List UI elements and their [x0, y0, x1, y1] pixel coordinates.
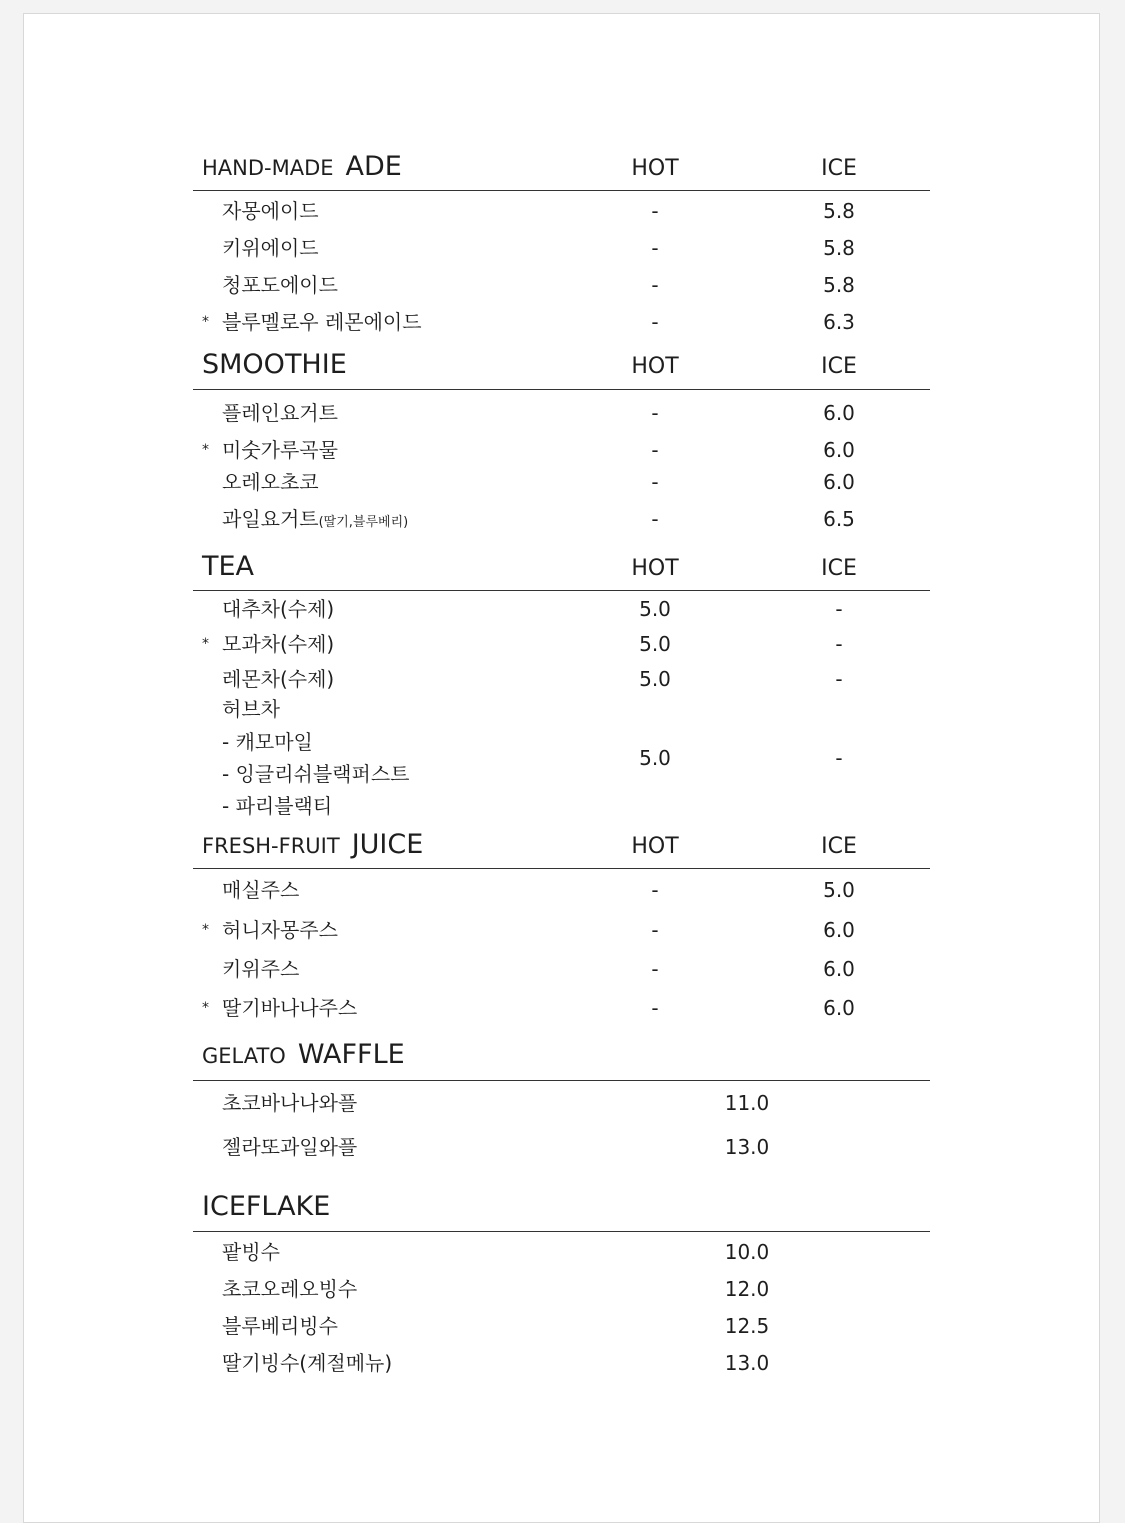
menu-item [0, 270, 1125, 300]
hot-price: - [651, 199, 659, 223]
menu-item [0, 664, 1125, 694]
item-name: 허브차 [222, 697, 280, 721]
ice-price: 5.8 [823, 199, 855, 223]
hot-price: - [651, 401, 659, 425]
section-title: GELATO WAFFLE [202, 1039, 405, 1070]
hot-price: - [651, 957, 659, 981]
section-divider [193, 1080, 930, 1081]
item-price: 11.0 [724, 1091, 770, 1115]
section-divider [193, 389, 930, 390]
menu-item [0, 594, 1125, 624]
item-name: 딸기빙수(계절메뉴) [222, 1351, 393, 1375]
menu-item [0, 435, 1125, 465]
item-name: 레몬차(수제) [222, 667, 335, 691]
section-title: HAND-MADE ADE [202, 151, 402, 182]
item-name: 블루베리빙수 [222, 1314, 338, 1338]
menu-item [0, 1274, 1125, 1304]
hot-price: - [651, 918, 659, 942]
menu-item [0, 629, 1125, 659]
ice-column-header: ICE [821, 834, 857, 859]
section-title: TEA [202, 551, 255, 582]
item-price: 12.5 [724, 1314, 770, 1338]
section-divider [193, 1231, 930, 1232]
item-price: 13.0 [724, 1135, 770, 1159]
menu-item [0, 1132, 1125, 1162]
menu-item [0, 1088, 1125, 1118]
item-name: 팥빙수 [222, 1240, 280, 1264]
herb-tea-option: - 잉글리쉬블랙퍼스트 [222, 762, 410, 786]
section-title: ICEFLAKE [202, 1191, 331, 1222]
section-divider [193, 868, 930, 869]
item-price: 10.0 [724, 1240, 770, 1264]
item-name: 키위에이드 [222, 236, 319, 260]
item-price: 12.0 [724, 1277, 770, 1301]
hot-price: 5.0 [639, 746, 671, 770]
ice-column-header: ICE [821, 156, 857, 181]
item-name: 젤라또과일와플 [222, 1135, 358, 1159]
menu-item [0, 915, 1125, 945]
ice-price: 6.3 [823, 310, 855, 334]
menu-item [0, 1237, 1125, 1267]
recommended-star: * [202, 442, 209, 458]
item-name: 딸기바나나주스 [222, 996, 358, 1020]
hot-price: - [651, 273, 659, 297]
hot-price: 5.0 [639, 597, 671, 621]
hot-column-header: HOT [631, 556, 679, 581]
menu-item [0, 1348, 1125, 1378]
menu-item [0, 504, 1125, 534]
hot-price: - [651, 310, 659, 334]
menu-item [0, 954, 1125, 984]
menu-item [0, 196, 1125, 226]
menu-item [0, 467, 1125, 497]
hot-price: 5.0 [639, 632, 671, 656]
section-title: FRESH-FRUIT JUICE [202, 829, 424, 860]
item-name: 키위주스 [222, 957, 300, 981]
hot-price: - [651, 878, 659, 902]
ice-price: 6.5 [823, 507, 855, 531]
ice-price: - [835, 746, 843, 770]
ice-price: - [835, 597, 843, 621]
menu-item [0, 398, 1125, 428]
ice-column-header: ICE [821, 556, 857, 581]
ice-price: 6.0 [823, 401, 855, 425]
item-name: 초코오레오빙수 [222, 1277, 358, 1301]
item-name: 오레오초코 [222, 470, 319, 494]
item-name: 초코바나나와플 [222, 1091, 358, 1115]
menu-item [0, 233, 1125, 263]
recommended-star: * [202, 636, 209, 652]
section-header-juice [0, 830, 1125, 862]
hot-column-header: HOT [631, 156, 679, 181]
item-name: 허니자몽주스 [222, 918, 338, 942]
section-header-iceflake [0, 1192, 1125, 1224]
ice-price: 6.0 [823, 996, 855, 1020]
ice-price: 6.0 [823, 438, 855, 462]
item-note: (딸기,블루베리) [318, 515, 409, 530]
item-name: 매실주스 [222, 878, 300, 902]
item-name [222, 504, 408, 538]
ice-price: - [835, 667, 843, 691]
ice-column-header: ICE [821, 354, 857, 379]
hot-price: 5.0 [639, 667, 671, 691]
menu-item [0, 307, 1125, 337]
herb-tea-price [0, 743, 1125, 773]
section-divider [193, 590, 930, 591]
ice-price: 6.0 [823, 470, 855, 494]
ice-price: 6.0 [823, 918, 855, 942]
ice-price: - [835, 632, 843, 656]
ice-price: 5.8 [823, 236, 855, 260]
ice-price: 6.0 [823, 957, 855, 981]
section-header-waffle [0, 1040, 1125, 1072]
item-name: 모과차(수제) [222, 632, 335, 656]
item-price: 13.0 [724, 1351, 770, 1375]
recommended-star: * [202, 922, 209, 938]
hot-price: - [651, 470, 659, 494]
hot-price: - [651, 996, 659, 1020]
hot-price: - [651, 438, 659, 462]
item-name: 청포도에이드 [222, 273, 338, 297]
ice-price: 5.0 [823, 878, 855, 902]
section-header-smoothie [0, 350, 1125, 382]
menu-item [0, 1311, 1125, 1341]
section-header-tea [0, 552, 1125, 584]
item-name: 블루멜로우 레몬에이드 [222, 310, 422, 334]
item-name: 자몽에이드 [222, 199, 319, 223]
item-name: 미숫가루곡물 [222, 438, 338, 462]
hot-price: - [651, 507, 659, 531]
menu-item [0, 993, 1125, 1023]
menu-item-herb-tea [0, 694, 1125, 724]
recommended-star: * [202, 1000, 209, 1016]
item-name: 대추차(수제) [222, 597, 335, 621]
hot-column-header: HOT [631, 354, 679, 379]
herb-tea-option: - 파리블랙티 [222, 794, 333, 818]
herb-tea-option: - 캐모마일 [222, 730, 313, 754]
hot-column-header: HOT [631, 834, 679, 859]
item-name: 플레인요거트 [222, 401, 338, 425]
section-header-ade [0, 152, 1125, 184]
section-divider [193, 190, 930, 191]
hot-price: - [651, 236, 659, 260]
recommended-star: * [202, 314, 209, 330]
menu-item [0, 875, 1125, 905]
section-title: SMOOTHIE [202, 349, 347, 380]
item-text: 과일요거트 [222, 507, 319, 531]
ice-price: 5.8 [823, 273, 855, 297]
